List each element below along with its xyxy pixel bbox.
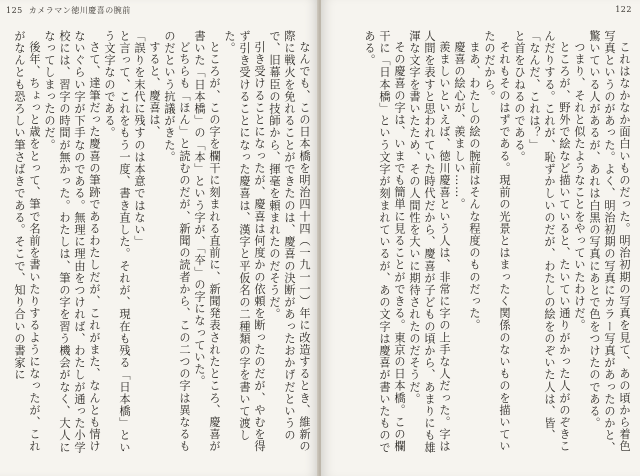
paragraph: なんでも、この日本橋を明治四十四（一九一一）年に改造するとき、維新の際に戦火を免れることができたのは、慶喜の決断があったおかげだというので、旧幕臣の技師から、揮毫を頼まれたのだそうだ。 xyxy=(268,30,311,453)
paragraph: つまり、それと似たようなことをやっていたわけだ。 xyxy=(573,41,586,332)
paragraph: と言って、これをもう一度、書き直した。それが、現在も残る「日本橋」という文字なのである。 xyxy=(103,30,131,454)
paragraph: さて、達筆だった慶喜の筆跡であるわたしだが、これがまた、なんとも情けないぐらい字が下手なのである。無理に理由をつければ、わたしが通った小学校には、習字の時間が無かった。わたしは、筆の字を習う機会がなく、大人になってしまったのだ。 xyxy=(43,30,101,454)
quote: 「誤りを末代に残すのは本意ではない」 xyxy=(133,30,146,248)
paragraph: その慶喜の字は、いまでも簡単に見ることができる。東京の日本橋。この欄干に「日本橋」という文字が刻まれているが、あの文字は慶喜が書いたものである。 xyxy=(363,30,406,454)
left-page-header xyxy=(6,5,131,16)
paragraph: 後年、ちょっと歳をとって、筆で名前を書いたりするようになったが、これがなんとも恐ろしい筆さばきである。そこで、知り合いの書家に xyxy=(13,30,41,453)
paragraph: ところが、この字を欄干に刻まれる直前に、新聞発表されたところ、慶喜が書いた「日本橋」の「本」という字が、「夲」の字になっていた。 xyxy=(193,30,221,453)
quote: 「なんだ、これは？」 xyxy=(528,30,541,151)
paragraph: と首をひねるのである。 xyxy=(513,30,526,164)
right-page xyxy=(321,0,640,476)
paragraph: すると、慶喜は、 xyxy=(148,41,161,138)
paragraph: 引き受けることになったが、慶喜は何度かの依頼を断ったのだが、やむを得ず引き受けることになった慶喜は、漢字と平仮名の二種類の字を書いて渡した。 xyxy=(223,30,266,453)
right-page-number: 122 xyxy=(615,5,632,14)
running-title: カメラマン徳川慶喜の腕前 xyxy=(28,6,131,15)
paragraph: これはなかなか面白いものだった。明治初期の写真を見て、あの頃から着色写真というのがあった。よく、明治初期の写真にカラー写真があったのかと、驚いている人があるが、あれは白黒の写真にあとで色をつけたのである。 xyxy=(588,30,631,454)
right-page-body xyxy=(332,30,632,460)
left-page-body xyxy=(12,30,312,460)
left-page-number: 125 xyxy=(6,6,23,15)
paragraph: まあ、わたしの絵の腕前はそんな程度のものだった。 xyxy=(468,41,481,332)
paragraph: ところが、野外で絵など描いていると、たいてい通りがかった人がのぞきこんだりする。これが、恥ずかしいのだが、わたしの絵をのぞいた人は、皆、 xyxy=(543,30,571,453)
left-page xyxy=(0,0,319,476)
paragraph: それもそのはずである。現前の光景とはまったく関係のないものを描いていたのだから。 xyxy=(483,30,511,453)
paragraph: 羨ましいといえば、徳川慶喜という人は、非常に字の上手な人だった。字は人間を表すと思われていた時代だから、慶喜が子どもの頃から、あまりにも雄渾な文字を書いたため、その人間性を大いに期待されたのだそうだ。 xyxy=(408,30,451,454)
paragraph: 慶喜の絵心が、羨ましい……。 xyxy=(453,41,466,211)
paragraph: どちらも「ほん」と読むのだが、新聞の読者から、この二つの字は異なるものだという抗議がきた。 xyxy=(163,30,191,453)
